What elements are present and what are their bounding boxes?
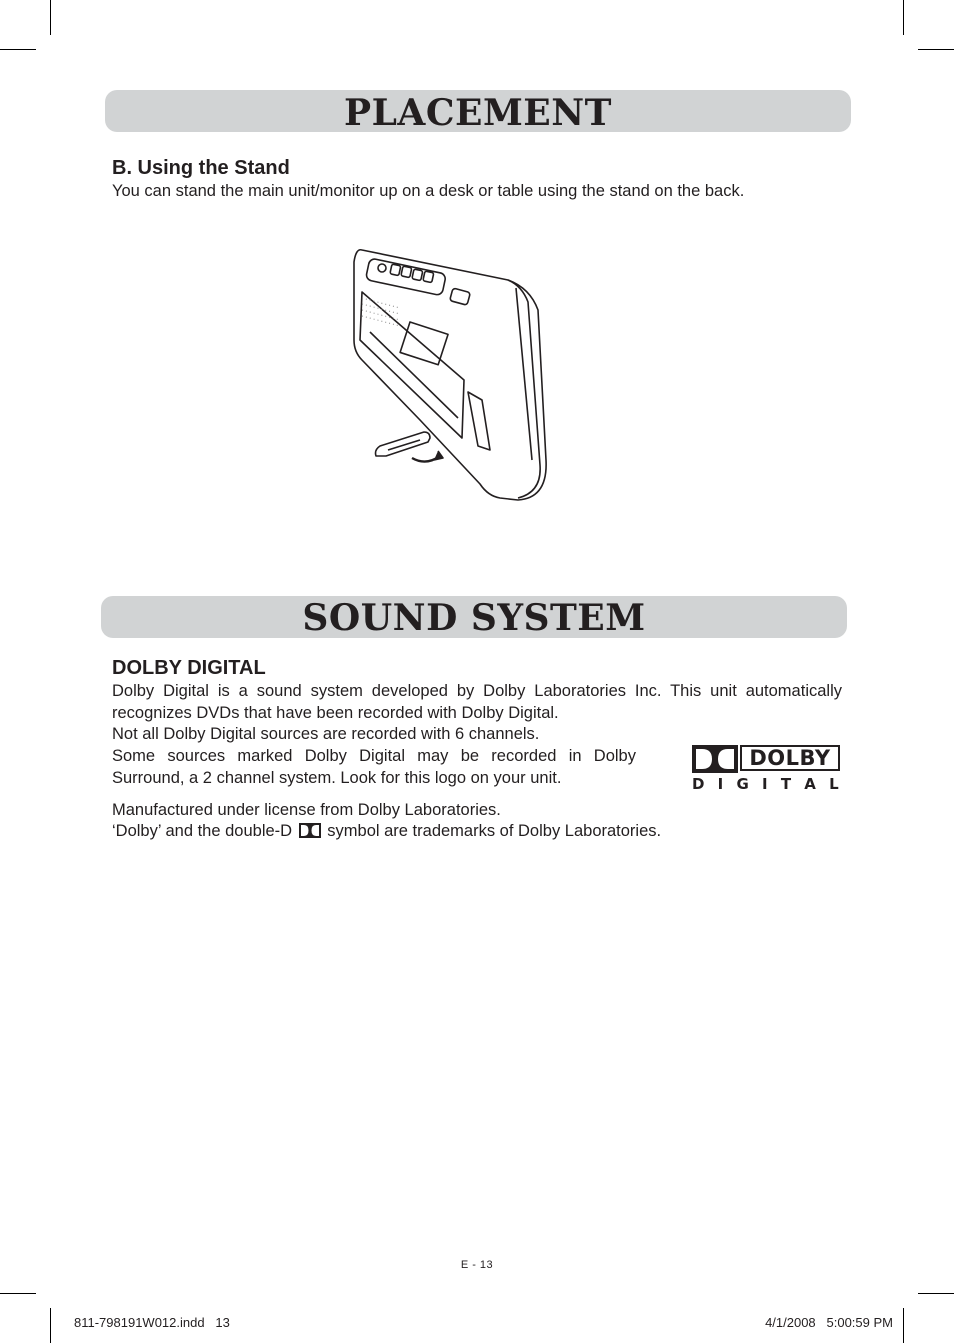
dolby-para-2: Not all Dolby Digital sources are recorded with 6 channels.	[112, 725, 540, 743]
placement-heading: PLACEMENT	[344, 92, 612, 134]
page-number: E - 13	[460, 1259, 494, 1271]
crop-mark	[50, 1308, 51, 1343]
crop-mark	[918, 1293, 954, 1294]
dolby-para-5-before: ‘Dolby’ and the double-D	[112, 822, 293, 840]
crop-mark	[0, 1293, 36, 1294]
dolby-logo-sub: D I G I T A L	[692, 775, 843, 793]
placement-body: You can stand the main unit/monitor up on a desk or table using the stand on the back.	[112, 182, 745, 200]
monitor-back-shell	[354, 250, 546, 500]
crop-mark	[0, 49, 36, 50]
footer-filename: 811-798191W012.indd 13	[74, 1315, 230, 1330]
dolby-para-1: Dolby Digital is a sound system developed by Dolby Laboratories Inc. This unit automatically recognizes DVDs that have been recorded with Dolby Digital.	[112, 682, 842, 722]
dolby-para-3: Some sources marked Dolby Digital may be recorded in Dolby Surround, a 2 channel system. Look for this logo on your unit.	[112, 747, 636, 787]
dolby-para-5	[112, 821, 842, 843]
placement-subheading: B. Using the Stand	[112, 157, 290, 179]
crop-mark	[903, 0, 904, 35]
sound-system-banner	[101, 596, 847, 638]
double-d-icon	[692, 745, 738, 773]
crop-mark	[903, 1308, 904, 1343]
crop-mark	[918, 49, 954, 50]
dolby-para-5-after: symbol are trademarks of Dolby Laboratories.	[327, 822, 662, 840]
crop-mark	[50, 0, 51, 35]
placement-banner	[105, 90, 851, 132]
dolby-digital-logo	[692, 745, 842, 793]
sound-system-heading: SOUND SYSTEM	[302, 597, 646, 639]
monitor-stand-illustration	[340, 240, 570, 510]
double-d-symbol-icon	[299, 823, 321, 838]
dolby-logo-word: DOLBY	[749, 746, 831, 770]
footer-timestamp: 4/1/2008 5:00:59 PM	[765, 1315, 893, 1330]
stand-leg	[376, 432, 431, 456]
dolby-para-4: Manufactured under license from Dolby Laboratories.	[112, 801, 501, 819]
dolby-digital-subheading: DOLBY DIGITAL	[112, 657, 266, 679]
